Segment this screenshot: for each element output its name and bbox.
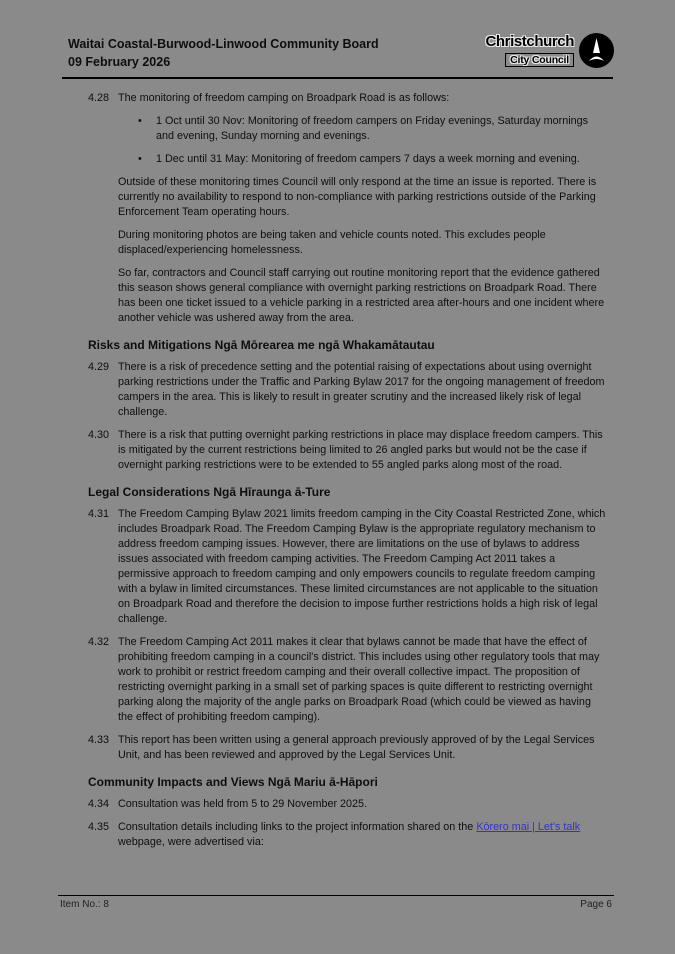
para-4-28 bbox=[88, 91, 608, 106]
para-number: 4.34 bbox=[88, 798, 110, 810]
bullet-item: • 1 Dec until 31 May: Monitoring of freedom campers 7 days a week morning and evening. bbox=[138, 152, 608, 167]
christchurch-city-council-logo bbox=[485, 32, 615, 69]
bullet-item: • 1 Oct until 30 Nov: Monitoring of freedom campers on Friday evenings, Saturday mornings and evening, Sunday morning and evenings. bbox=[138, 114, 608, 144]
footer-item-number: Item No.: 8 bbox=[60, 899, 109, 910]
heading-risks-and-mitigations: Risks and Mitigations Ngā Mōrearea me ngā Whakamātautau bbox=[88, 338, 435, 352]
para-during-monitoring: During monitoring photos are being taken and vehicle counts noted. This excludes people displaced/experiencing homelessness. bbox=[118, 229, 546, 256]
council-logo-icon bbox=[578, 32, 615, 69]
header-left bbox=[68, 36, 379, 70]
heading-community-impacts: Community Impacts and Views Ngā Mariu ā-Hāpori bbox=[88, 775, 378, 789]
logo-wordmark-line1: Christchurch bbox=[485, 33, 574, 50]
meeting-date: 09 February 2026 bbox=[68, 55, 171, 69]
para-4-29 bbox=[88, 360, 608, 420]
para-number: 4.29 bbox=[88, 361, 110, 373]
report-body bbox=[0, 79, 675, 850]
para-text: There is a risk that putting overnight parking restrictions in place may displace freedom campers. This is mitigated by the current restrictions being limited to 26 angled parks but would not be the case if overnight parking restrictions were to be extended to 55 angled parks along most of the road. bbox=[118, 429, 603, 471]
footer-page-number: Page 6 bbox=[580, 899, 612, 910]
para-4-33 bbox=[88, 733, 608, 763]
para-text: The Freedom Camping Bylaw 2021 limits freedom camping in the City Coastal Restricted Zone, which includes Broadpark Road. The Freedom Camping Bylaw is the appropriate regulatory mechanism to address freedom camping issues. However, there are limitations on the use of bylaws to address issues associated with freedom camping activities. The Freedom Camping Act 2011 takes a permissive approach to freedom camping and only empowers councils to regulate freedom camping with a bylaw in limited circumstances. These limited circumstances are not applicable to the situation on Broadpark Road and therefore the decision to impose further restrictions holds a high risk of legal challenge. bbox=[118, 508, 606, 625]
para-number: 4.28 bbox=[88, 92, 110, 104]
para-so-far: So far, contractors and Council staff carrying out routine monitoring report that the evidence gathered this season shows general compliance with overnight parking restrictions on Broadpark Road. There has been one ticket issued to a vehicle parking in a restricted area after-hours and one incident where another vehicle was ushered away from the area. bbox=[118, 267, 605, 324]
para-number: 4.30 bbox=[88, 429, 110, 441]
para-text bbox=[118, 820, 608, 850]
para-text: This report has been written using a general approach previously approved of by the Legal Services Unit, and has been reviewed and approved by the Legal Services Unit. bbox=[118, 734, 595, 761]
para-4-30 bbox=[88, 428, 608, 473]
korero-mai-lets-talk-link[interactable]: Kōrero mai | Let's talk bbox=[476, 821, 581, 833]
para-text: There is a risk of precedence setting and the potential raising of expectations about using overnight parking restrictions under the Traffic and Parking Bylaw 2017 for the ongoing management of freedom campers in the area. This is likely to result in greater scrutiny and the increased likely risk of legal challenge. bbox=[118, 361, 605, 418]
para-number: 4.35 bbox=[88, 821, 110, 833]
board-name: Waitai Coastal-Burwood-Linwood Community Board bbox=[68, 37, 379, 51]
para-text: Consultation was held from 5 to 29 November 2025. bbox=[118, 798, 368, 810]
para-number: 4.32 bbox=[88, 636, 110, 648]
logo-wordmark-line2: City Council bbox=[505, 53, 574, 67]
para-number: 4.33 bbox=[88, 734, 110, 746]
page-header bbox=[0, 0, 675, 70]
para-4-35 bbox=[88, 820, 608, 850]
logo-text bbox=[485, 33, 574, 68]
page-footer bbox=[60, 899, 612, 910]
para-text-before-link: Consultation details including links to the project information shared on the bbox=[118, 821, 477, 833]
monitoring-bullet-list bbox=[88, 114, 608, 167]
para-outside-monitoring: Outside of these monitoring times Council will only respond at the time an issue is reported. There is currently no availability to respond to non-compliance with parking restrictions outside of the Parking Enforcement Team operating hours. bbox=[118, 176, 597, 218]
footer-divider bbox=[58, 895, 614, 896]
para-4-31 bbox=[88, 507, 608, 627]
para-4-34 bbox=[88, 797, 608, 812]
para-text: The monitoring of freedom camping on Broadpark Road is as follows: bbox=[118, 92, 450, 104]
heading-legal-considerations: Legal Considerations Ngā Hīraunga ā-Ture bbox=[88, 485, 331, 499]
para-number: 4.31 bbox=[88, 508, 110, 520]
para-4-32 bbox=[88, 635, 608, 725]
para-text: The Freedom Camping Act 2011 makes it clear that bylaws cannot be made that have the effect of prohibiting freedom camping in a council's district. This includes using other regulatory tools that may work to prohibit or restrict freedom camping and their overall collective impact. The proposition of restricting overnight parking in a small set of parking spaces is quite different to restricting overnight parking along the majority of the angle parks on Broadpark Road (which could be viewed as having the effect of prohibiting freedom camping). bbox=[118, 636, 600, 723]
para-text-after-link: webpage, were advertised via: bbox=[118, 836, 264, 848]
